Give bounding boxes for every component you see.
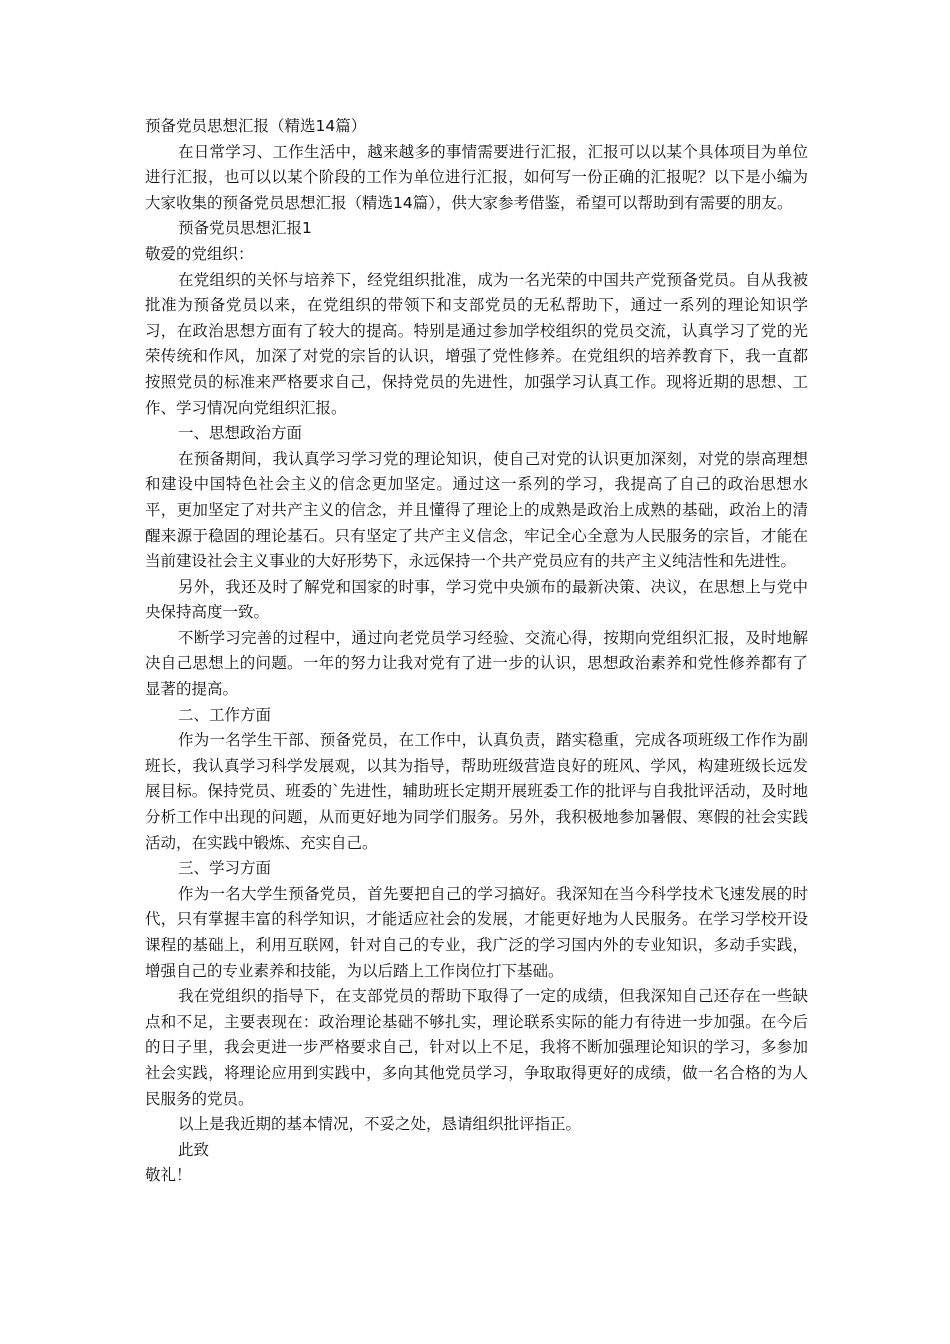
body-paragraph-4: 不断学习完善的过程中，通过向老党员学习经验、交流心得，按期向党组织汇报，及时地解决自己思想上的问题。一年的努力让我对党有了进一步的认识，思想政治素养和党性修养都有了显著的提高。 [145, 628, 808, 699]
report-subtitle: 预备党员思想汇报1 [178, 219, 312, 238]
intro-paragraph: 在日常学习、工作生活中，越来越多的事情需要进行汇报，汇报可以以某个具体项目为单位进行汇报，也可以以某个阶段的工作为单位进行汇报，如何写一份正确的汇报呢？以下是小编为大家收集的预备党员思想汇报（精选14篇），供大家参考借鉴，希望可以帮助到有需要的朋友。 [145, 142, 808, 212]
body-paragraph-3: 另外，我还及时了解党和国家的时事，学习党中央颁布的最新决策、决议，在思想上与党中央保持高度一致。 [145, 577, 808, 622]
section-heading-work: 二、工作方面 [178, 705, 272, 724]
body-paragraph-1: 在党组织的关怀与培养下，经党组织批准，成为一名光荣的中国共产党预备党员。自从我被批准为预备党员以来，在党组织的带领下和支部党员的无私帮助下，通过一系列的理论知识学习，在政治思想方面有了较大的提高。特别是通过参加学校组织的党员交流，认真学习了党的光荣传统和作风，加深了对党的宗旨的认识，增强了党性修养。在党组织的培养教育下，我一直都按照党员的标准来严格要求自己，保持党员的先进性，加强学习认真工作。现将近期的思想、工作、学习情况向党组织汇报。 [145, 270, 808, 417]
body-paragraph-2: 在预备期间，我认真学习学习党的理论知识，使自己对党的认识更加深刻，对党的崇高理想和建设中国特色社会主义的信念更加坚定。通过这一系列的学习，我提高了自己的政治思想水平，更加坚定了对共产主义的信念，并且懂得了理论上的成熟是政治上成熟的基础，政治上的清醒来源于稳固的理论基石。只有坚定了共产主义信念，牢记全心全意为人民服务的宗旨，才能在当前建设社会主义事业的大好形势下，永远保持一个共产党员应有的共产主义纯洁性和先进性。 [145, 449, 808, 571]
salutation: 敬爱的党组织： [145, 244, 254, 263]
document-page [145, 114, 808, 1189]
body-paragraph-5: 作为一名学生干部、预备党员，在工作中，认真负责，踏实稳重，完成各项班级工作作为副班长，我认真学习科学发展观，以其为指导，帮助班级营造良好的班风、学风，构建班级长远发展目标。保持党员、班委的`先进性，辅助班长定期开展班委工作的批评与自我批评活动，及时地分析工作中出现的问题，从而更好地为同学们服务。另外，我积极地参加暑假、寒假的社会实践活动，在实践中锻炼、充实自己。 [145, 731, 808, 852]
document-title: 预备党员思想汇报（精选14篇） [145, 117, 367, 135]
section-heading-ideology: 一、思想政治方面 [178, 424, 303, 443]
body-paragraph-6: 作为一名大学生预备党员，首先要把自己的学习搞好。我深知在当今科学技术飞速发展的时代，只有掌握丰富的科学知识，才能适应社会的发展，才能更好地为人民服务。在学习学校开设课程的基础上，利用互联网，针对自己的专业，我广泛的学习国内外的专业知识，多动手实践，增强自己的专业素养和技能，为以后踏上工作岗位打下基础。 [145, 884, 808, 980]
closing-line-2: 敬礼！ [145, 1166, 192, 1185]
body-paragraph-7: 我在党组织的指导下，在支部党员的帮助下取得了一定的成绩，但我深知自己还存在一些缺点和不足，主要表现在：政治理论基础不够扎实，理论联系实际的能力有待进一步加强。在今后的日子里，我会更进一步严格要求自己，针对以上不足，我将不断加强理论知识的学习，多参加社会实践，将理论应用到实践中，多向其他党员学习，争取取得更好的成绩，做一名合格的为人民服务的党员。 [145, 987, 808, 1108]
body-paragraph-8: 以上是我近期的基本情况，不妥之处，恳请组织批评指正。 [178, 1115, 582, 1134]
section-heading-study: 三、学习方面 [178, 859, 272, 878]
closing-line-1: 此致 [178, 1140, 210, 1159]
